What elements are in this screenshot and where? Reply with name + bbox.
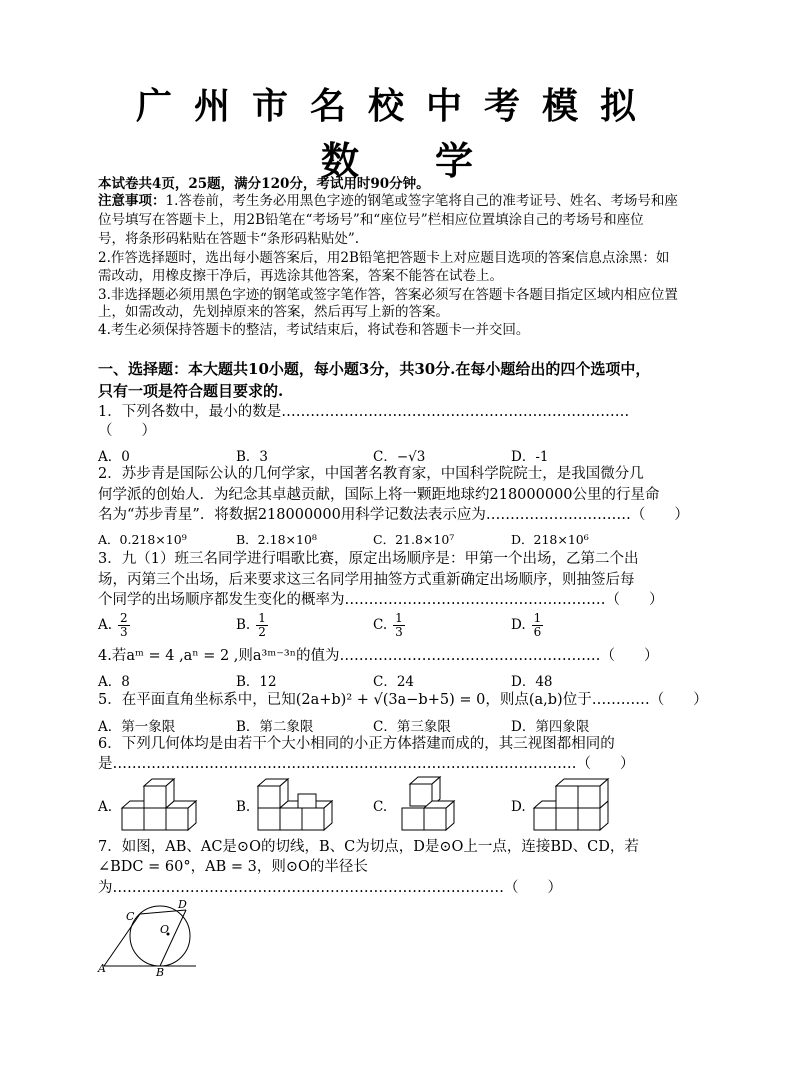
q6-option-a-label: A. [98,799,113,815]
q3-option-d-label: D. [511,617,526,633]
q2-line-2: 何学派的创始人．为纪念其卓越贡献，国际上将一颗距地球约218000000公里的行星命 [98,487,660,503]
q2-option-b: B．2.18×10⁸ [236,532,317,547]
q7-label-a: A [98,962,106,975]
q5-stem: 5．在平面直角坐标系中，已知(2a+b)² + √(3a−b+5) = 0，则点(a,b)位于…………（ ） [98,692,708,708]
notice-3b: 上，如需改动，先划掉原来的答案，然后再写上新的答案。 [98,304,449,320]
q3-option-b-fraction [256,612,268,639]
notice-label: 注意事项： [98,193,166,209]
q6-line-2: 是……………………………………………………………………………………（ ） [98,756,635,772]
notice-2b: 需改动，用橡皮擦干净后，再选涂其他答案，答案不能答在试卷上。 [98,268,503,284]
q6-figure-c [392,770,476,834]
exam-title: 广州市名校中考模拟 [135,85,658,127]
q3-option-a-fraction [118,612,130,639]
subject-char-1: 数 [320,138,359,183]
q5-option-b: B．第二象限 [236,719,314,735]
q3-line-1: 3．九（1）班三名同学进行唱歌比赛，原定出场顺序是：甲第一个出场，乙第二个出 [98,551,639,567]
notice-3a: 3.非选择题必须用黑色字迹的钢笔或签字笔作答，答案必须写在答题卡各题目指定区域内相应位置 [98,287,678,303]
q6-option-d-label: D. [511,799,526,815]
q5-option-d: D．第四象限 [511,719,590,735]
q2-line-3: 名为“苏步青星”．将数据218000000用科学记数法表示应为…………………………（ ） [98,507,689,523]
q1-paren: （ ） [98,423,156,439]
exam-info: 本试卷共4页，25题，满分120分，考试用时90分钟。 [98,176,430,192]
q5-option-a: A．第一象限 [98,719,176,735]
q3-b-numerator: 1 [258,611,266,625]
q7-label-d: D [178,898,187,911]
q2-option-a: A．0.218×10⁹ [98,532,187,547]
q3-line-2: 场，丙第三个出场，后来要求这三名同学用抽签方式重新确定出场顺序，则抽签后每 [98,572,635,588]
q3-d-numerator: 1 [533,611,542,625]
q1-option-a: A．0 [98,449,130,465]
q7-line-1: 7．如图，AB、AC是⊙O的切线，B、C为切点，D是⊙O上一点，连接BD、CD，若 [98,839,639,855]
q7-tangent-ac [104,914,140,966]
q4-stem: 4.若aᵐ = 4 ,aⁿ = 2 ,则a³ᵐ⁻³ⁿ的值为………………………………………………（ ） [98,648,659,664]
q5-option-c: C．第三象限 [373,719,451,735]
q7-line-3: 为………………………………………………………………………（ ） [98,880,562,896]
q1-option-d: D．-1 [511,449,549,465]
q1-option-c: C．−√3 [373,449,426,465]
q3-option-b [236,612,268,639]
q2-line-1: 2．苏步青是国际公认的几何学家，中国著名教育家，中国科学院院士，是我国微分几 [98,466,644,482]
q6-figure-a [118,770,202,834]
q2-option-d: D．218×10⁶ [511,532,589,547]
q4-option-a: A．8 [98,674,130,690]
q3-a-denominator: 3 [120,625,128,639]
q3-d-denominator: 6 [533,625,542,639]
q2-option-c: C．21.8×10⁷ [373,532,455,547]
q3-line-3: 个同学的出场顺序都发生变化的概率为………………………………………………（ ） [98,592,664,608]
q3-option-b-label: B. [236,617,251,633]
notice-1b: 位号填写在答题卡上，用2B铅笔在“考场号”和“座位号”栏相应位置填涂自己的考场号和座位 [98,212,644,228]
q1-stem: 1．下列各数中，最小的数是……………………………………………………………… [98,404,630,420]
q3-option-a [98,612,130,639]
q3-c-numerator: 1 [395,611,403,625]
notice-1c: 号，将条形码粘贴在答题卡“条形码粘贴处”. [98,231,360,247]
q3-option-a-label: A. [98,617,113,633]
q6-option-c-label: C. [373,799,388,815]
notice-2a: 2.作答选择题时，选出每小题答案后，用2B铅笔把答题卡上对应题目选项的答案信息点涂黑：如 [98,250,670,266]
q7-label-b: B [156,966,165,978]
q3-b-denominator: 2 [258,625,266,639]
q3-a-numerator: 2 [120,611,128,625]
q3-option-c-label: C. [373,617,388,633]
notice-1a-text: 1.答卷前，考生务必用黑色字迹的钢笔或签字笔将自己的准考证号、姓名、考场号和座 [165,193,678,209]
q7-chord-bd [160,910,186,966]
q7-label-o: O [160,923,170,936]
q4-option-c: C．24 [373,674,415,690]
notice-4: 4.考生必须保持答题卡的整洁，考试结束后，将试卷和答题卡一并交回。 [98,322,530,338]
q1-option-b: B．3 [236,449,269,465]
q6-option-b-label: B. [236,799,251,815]
q6-figure-b [254,770,338,834]
q7-label-c: C [126,910,135,923]
q3-option-c [373,612,405,639]
q3-option-d-fraction [532,612,544,639]
section-heading-2: 只有一项是符合题目要求的. [98,382,284,400]
q3-option-d [511,612,543,639]
q7-line-2: ∠BDC = 60°，AB = 3，则⊙O的半径长 [98,859,368,875]
q3-option-c-fraction [393,612,405,639]
notice-1a [98,193,678,210]
q4-option-d: D．48 [511,674,553,690]
q7-figure [96,896,206,978]
q3-c-denominator: 3 [395,625,403,639]
subject-char-2: 学 [435,138,474,183]
q6-line-1: 6．下列几何体均是由若干个大小相同的小正方体搭建而成的，其三视图都相同的 [98,736,615,752]
q6-figure-d [530,770,614,834]
section-heading-1: 一、选择题：本大题共10小题，每小题3分，共30分.在每小题给出的四个选项中， [98,360,651,378]
q4-option-b: B．12 [236,674,277,690]
